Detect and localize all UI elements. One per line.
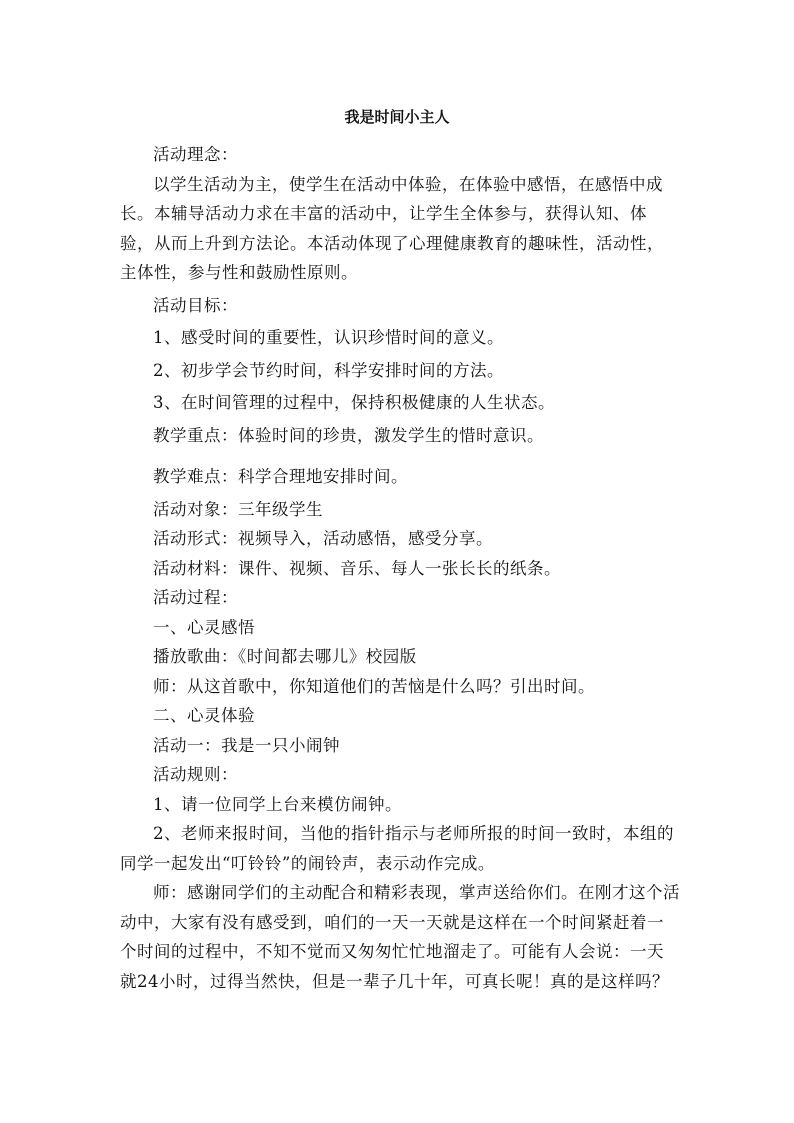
paragraph-concept-heading: 活动理念：: [153, 145, 238, 164]
paragraph-materials: 活动材料：课件、视频、音乐、每人一张长长的纸条。: [153, 558, 561, 578]
paragraph-teacher-summary: 师：感谢同学们的主动配合和精彩表现，掌声送给你们。在刚才这个活动中，大家有没有感受到，咱们的一天一天就是这样在一个时间紧赶着一个时间的过程中，不知不觉而又匆匆忙忙地溜走了。可能有人会说：一天就24小时，过得当然快，但是一辈子几十年，可真长呢！真的是这样吗？: [120, 883, 680, 991]
paragraph-key-point: 教学重点：体验时间的珍贵，激发学生的惜时意识。: [153, 425, 544, 445]
paragraph-rule-1: 1、请一位同学上台来模仿闹钟。: [153, 794, 402, 814]
paragraph-activity-1: 活动一：我是一只小闹钟: [153, 735, 340, 755]
paragraph-process-heading: 活动过程：: [153, 588, 238, 607]
paragraph-teacher-question: 师：从这首歌中，你知道他们的苦恼是什么吗？引出时间。: [153, 676, 595, 696]
paragraph-rules-heading: 活动规则：: [153, 765, 238, 784]
paragraph-section-1: 一、心灵感悟: [153, 617, 255, 637]
paragraph-goal-2: 2、初步学会节约时间，科学安排时间的方法。: [153, 360, 504, 380]
paragraph-goal-1: 1、感受时间的重要性，认识珍惜时间的意义。: [153, 328, 504, 347]
paragraph-difficulty: 教学难点：科学合理地安排时间。: [153, 467, 408, 486]
document-body: [120, 140, 680, 996]
paragraph-concept-body: 以学生活动为主，使学生在活动中体验，在体验中感悟，在感悟中成长。本辅导活动力求在丰富的活动中，让学生全体参与，获得认知、体验，从而上升到方法论。本活动体现了心理健康教育的趣味性，活动性，主体性，参与性和鼓励性原则。: [120, 174, 664, 282]
paragraph-goal-3: 3、在时间管理的过程中，保持积极健康的人生状态。: [153, 393, 555, 412]
paragraph-goals-heading: 活动目标：: [153, 295, 238, 315]
paragraph-song: 播放歌曲：《时间都去哪儿》校园版: [153, 647, 417, 666]
paragraph-audience: 活动对象：三年级学生: [153, 499, 323, 519]
paragraph-section-2: 二、心灵体验: [153, 706, 255, 725]
paragraph-rule-2: 2、老师来报时间，当他的指针指示与老师所报的时间一致时，本组的同学一起发出“叮铃铃”的闹铃声，表示动作完成。: [120, 824, 674, 873]
paragraph-format: 活动形式：视频导入，活动感悟，感受分享。: [153, 529, 493, 548]
page-title: 我是时间小主人: [344, 108, 450, 126]
